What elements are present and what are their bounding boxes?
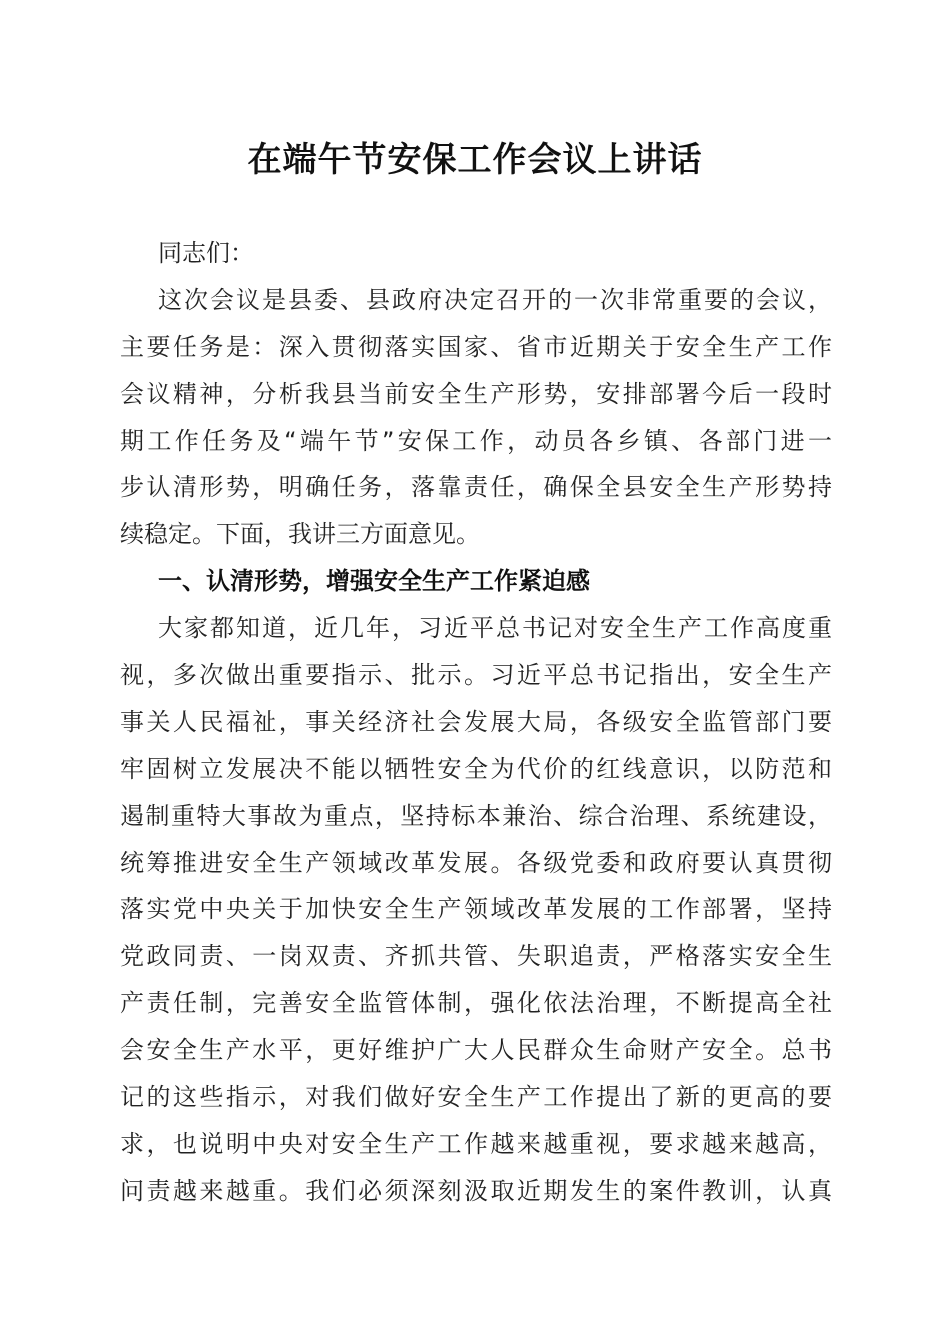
document-body	[120, 230, 832, 1215]
paragraph-line: 问责越来越重。我们必须深刻汲取近期发生的案件教训，认真	[120, 1176, 832, 1205]
paragraph-line: 记的这些指示，对我们做好安全生产工作提出了新的更高的要	[120, 1083, 832, 1112]
paragraph-line: 求，也说明中央对安全生产工作越来越重视，要求越来越高，	[120, 1129, 832, 1158]
paragraph-line: 大家都知道，近几年，习近平总书记对安全生产工作高度重	[158, 614, 832, 643]
paragraph-line: 党政同责、一岗双责、齐抓共管、失职追责，严格落实安全生	[120, 942, 832, 971]
paragraph-line: 会安全生产水平，更好维护广大人民群众生命财产安全。总书	[120, 1036, 832, 1065]
paragraph-line: 步认清形势，明确任务，落靠责任，确保全县安全生产形势持	[120, 473, 832, 502]
paragraph-line: 牢固树立发展决不能以牺牲安全为代价的红线意识，以防范和	[120, 754, 832, 783]
paragraph-line: 事关人民福祉，事关经济社会发展大局，各级安全监管部门要	[120, 707, 832, 736]
document-title: 在端午节安保工作会议上讲话	[247, 140, 703, 180]
paragraph-line: 遏制重特大事故为重点，坚持标本兼治、综合治理、系统建设，	[120, 801, 832, 830]
paragraph-line: 视，多次做出重要指示、批示。习近平总书记指出，安全生产	[120, 661, 832, 690]
paragraph-line: 主要任务是：深入贯彻落实国家、省市近期关于安全生产工作	[120, 332, 832, 361]
paragraph-line: 期工作任务及“端午节”安保工作，动员各乡镇、各部门进一	[120, 426, 832, 455]
paragraph-line: 统筹推进安全生产领域改革发展。各级党委和政府要认真贯彻	[120, 848, 832, 877]
paragraph-line: 落实党中央关于加快安全生产领域改革发展的工作部署，坚持	[120, 895, 832, 924]
section-heading: 一、认清形势，增强安全生产工作紧迫感	[158, 567, 590, 596]
paragraph-line: 会议精神，分析我县当前安全生产形势，安排部署今后一段时	[120, 379, 832, 408]
paragraph-line: 续稳定。下面，我讲三方面意见。	[120, 520, 480, 549]
paragraph-line: 产责任制，完善安全监管体制，强化依法治理，不断提高全社	[120, 989, 832, 1018]
paragraph-line: 这次会议是县委、县政府决定召开的一次非常重要的会议，	[158, 285, 832, 314]
paragraph-line: 同志们：	[158, 239, 254, 267]
